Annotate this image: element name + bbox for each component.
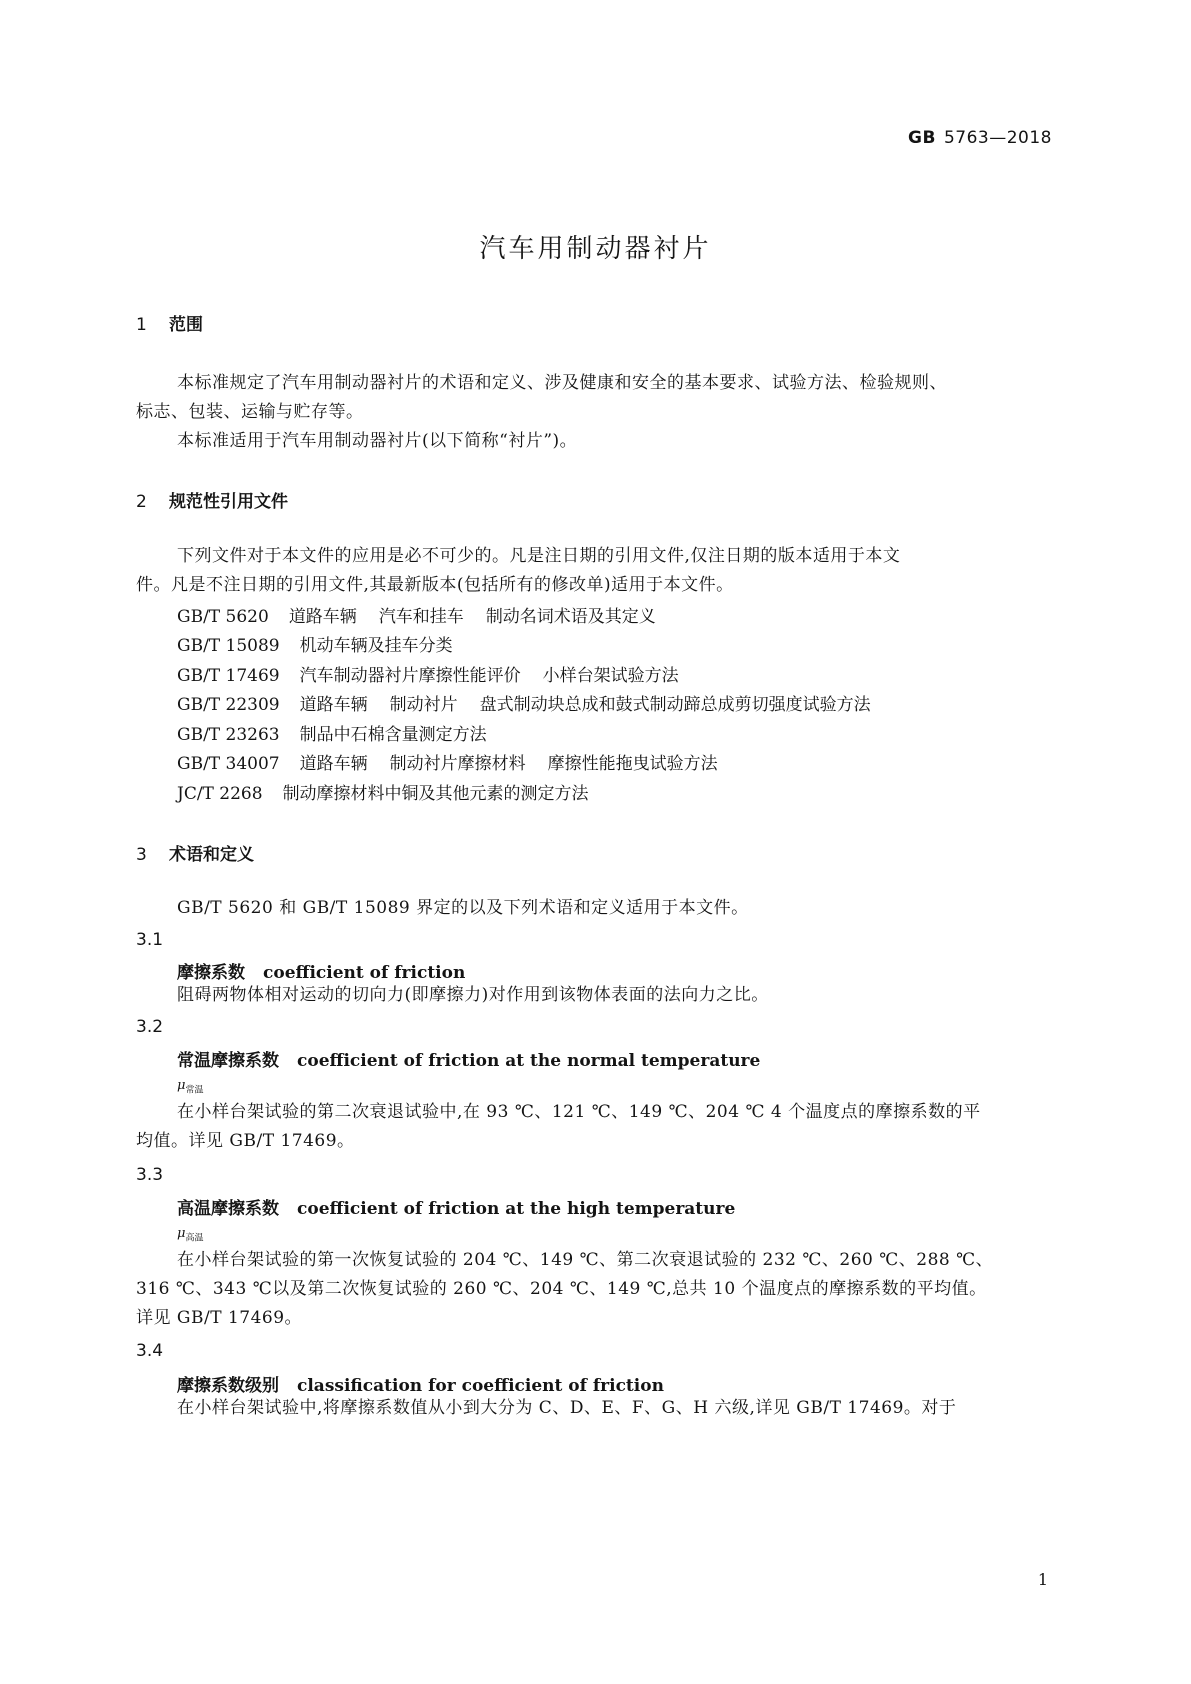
section-number: 1	[136, 315, 147, 335]
scope-paragraph-1-line-2: 标志、包装、运输与贮存等。	[136, 402, 364, 422]
reference-title-part: 摩擦性能拖曳试验方法	[547, 754, 718, 774]
reference-code: GB/T 17469	[177, 666, 280, 686]
reference-title-part: 道路车辆	[288, 607, 357, 627]
reference-title-part: 盘式制动块总成和鼓式制动蹄总成剪切强度试验方法	[479, 695, 871, 715]
reference-item	[177, 749, 718, 774]
reference-title-part: 道路车辆	[299, 695, 368, 715]
term-symbol	[177, 1226, 203, 1244]
reference-title-part: 制动名词术语及其定义	[485, 607, 656, 627]
reference-code: GB/T 5620	[177, 607, 269, 627]
reference-item	[177, 690, 871, 715]
reference-title-part: 道路车辆	[299, 754, 368, 774]
reference-title-part: 汽车和挂车	[378, 607, 464, 627]
reference-code: GB/T 34007	[177, 754, 280, 774]
section-number: 3	[136, 845, 147, 865]
reference-item	[177, 779, 589, 804]
symbol-subscript: 高温	[185, 1233, 204, 1244]
symbol-mu: μ	[177, 1078, 186, 1093]
term-chinese: 摩擦系数级别	[177, 1376, 279, 1396]
reference-code: GB/T 23263	[177, 725, 280, 745]
reference-code: GB/T 22309	[177, 695, 280, 715]
term-english: classification for coefficient of friction	[297, 1376, 664, 1396]
symbol-subscript: 常温	[185, 1085, 204, 1096]
reference-item	[177, 602, 656, 627]
term-chinese: 高温摩擦系数	[177, 1199, 279, 1219]
document-title: 汽车用制动器衬片	[479, 234, 712, 264]
term-english: coefficient of friction	[263, 963, 466, 983]
reference-item	[177, 720, 487, 745]
terms-intro: GB/T 5620 和 GB/T 15089 界定的以及下列术语和定义适用于本文件。	[177, 898, 749, 918]
reference-code: GB/T 15089	[177, 636, 280, 656]
standard-code: 5763—2018	[943, 128, 1052, 148]
reference-code: JC/T 2268	[177, 784, 263, 804]
reference-title-part: 汽车制动器衬片摩擦性能评价	[299, 666, 521, 686]
term-definition-line-2: 均值。详见 GB/T 17469。	[136, 1131, 355, 1151]
scope-paragraph-2: 本标准适用于汽车用制动器衬片(以下简称“衬片”)。	[177, 431, 578, 451]
term-definition-line-3: 详见 GB/T 17469。	[136, 1308, 303, 1328]
standard-prefix: GB	[908, 128, 936, 148]
reference-title-part: 制品中石棉含量测定方法	[299, 725, 487, 745]
term-definition-line-2: 316 ℃、343 ℃以及第二次恢复试验的 260 ℃、204 ℃、149 ℃,总共 10 个温度点的摩擦系数的平均值。	[136, 1279, 987, 1299]
section-heading-normative-references	[136, 487, 288, 512]
term-definition-line-1: 在小样台架试验的第二次衰退试验中,在 93 ℃、121 ℃、149 ℃、204 ℃ 4 个温度点的摩擦系数的平	[177, 1102, 981, 1122]
term-definition-line-1: 在小样台架试验的第一次恢复试验的 204 ℃、149 ℃、第二次衰退试验的 232 ℃、260 ℃、288 ℃、	[177, 1250, 994, 1270]
term-number: 3.1	[136, 930, 164, 950]
term-definition: 阻碍两物体相对运动的切向力(即摩擦力)对作用到该物体表面的法向力之比。	[177, 985, 769, 1005]
term-english: coefficient of friction at the normal temperature	[297, 1051, 761, 1071]
term-definition-line-1: 在小样台架试验中,将摩擦系数值从小到大分为 C、D、E、F、G、H 六级,详见 GB/T 17469。对于	[177, 1398, 957, 1418]
reference-title-part: 制动衬片摩擦材料	[389, 754, 526, 774]
reference-title-part: 制动摩擦材料中铜及其他元素的测定方法	[282, 784, 589, 804]
term-chinese: 摩擦系数	[177, 963, 245, 983]
normative-intro-line-2: 件。凡是不注日期的引用文件,其最新版本(包括所有的修改单)适用于本文件。	[136, 575, 734, 595]
term-number: 3.3	[136, 1165, 164, 1185]
reference-item	[177, 631, 453, 656]
term-heading	[177, 1046, 760, 1071]
term-number: 3.2	[136, 1017, 164, 1037]
symbol-mu: μ	[177, 1226, 186, 1241]
normative-intro-line-1: 下列文件对于本文件的应用是必不可少的。凡是注日期的引用文件,仅注日期的版本适用于本文	[177, 546, 901, 566]
term-heading	[177, 1194, 735, 1219]
scope-paragraph-1-line-1: 本标准规定了汽车用制动器衬片的术语和定义、涉及健康和安全的基本要求、试验方法、检验规则、	[177, 373, 947, 393]
standard-number	[908, 128, 1052, 148]
section-heading-terms-definitions	[136, 840, 254, 865]
term-english: coefficient of friction at the high temperature	[297, 1199, 736, 1219]
term-symbol	[177, 1078, 203, 1096]
term-number: 3.4	[136, 1341, 164, 1361]
section-title: 范围	[169, 315, 203, 335]
section-heading-scope	[136, 310, 203, 335]
reference-title-part: 制动衬片	[389, 695, 458, 715]
page-number: 1	[1037, 1570, 1048, 1589]
section-title: 术语和定义	[169, 845, 254, 865]
section-title: 规范性引用文件	[169, 492, 288, 512]
section-number: 2	[136, 492, 147, 512]
term-chinese: 常温摩擦系数	[177, 1051, 279, 1071]
reference-title-part: 小样台架试验方法	[542, 666, 679, 686]
reference-item	[177, 661, 679, 686]
reference-title-part: 机动车辆及挂车分类	[299, 636, 453, 656]
